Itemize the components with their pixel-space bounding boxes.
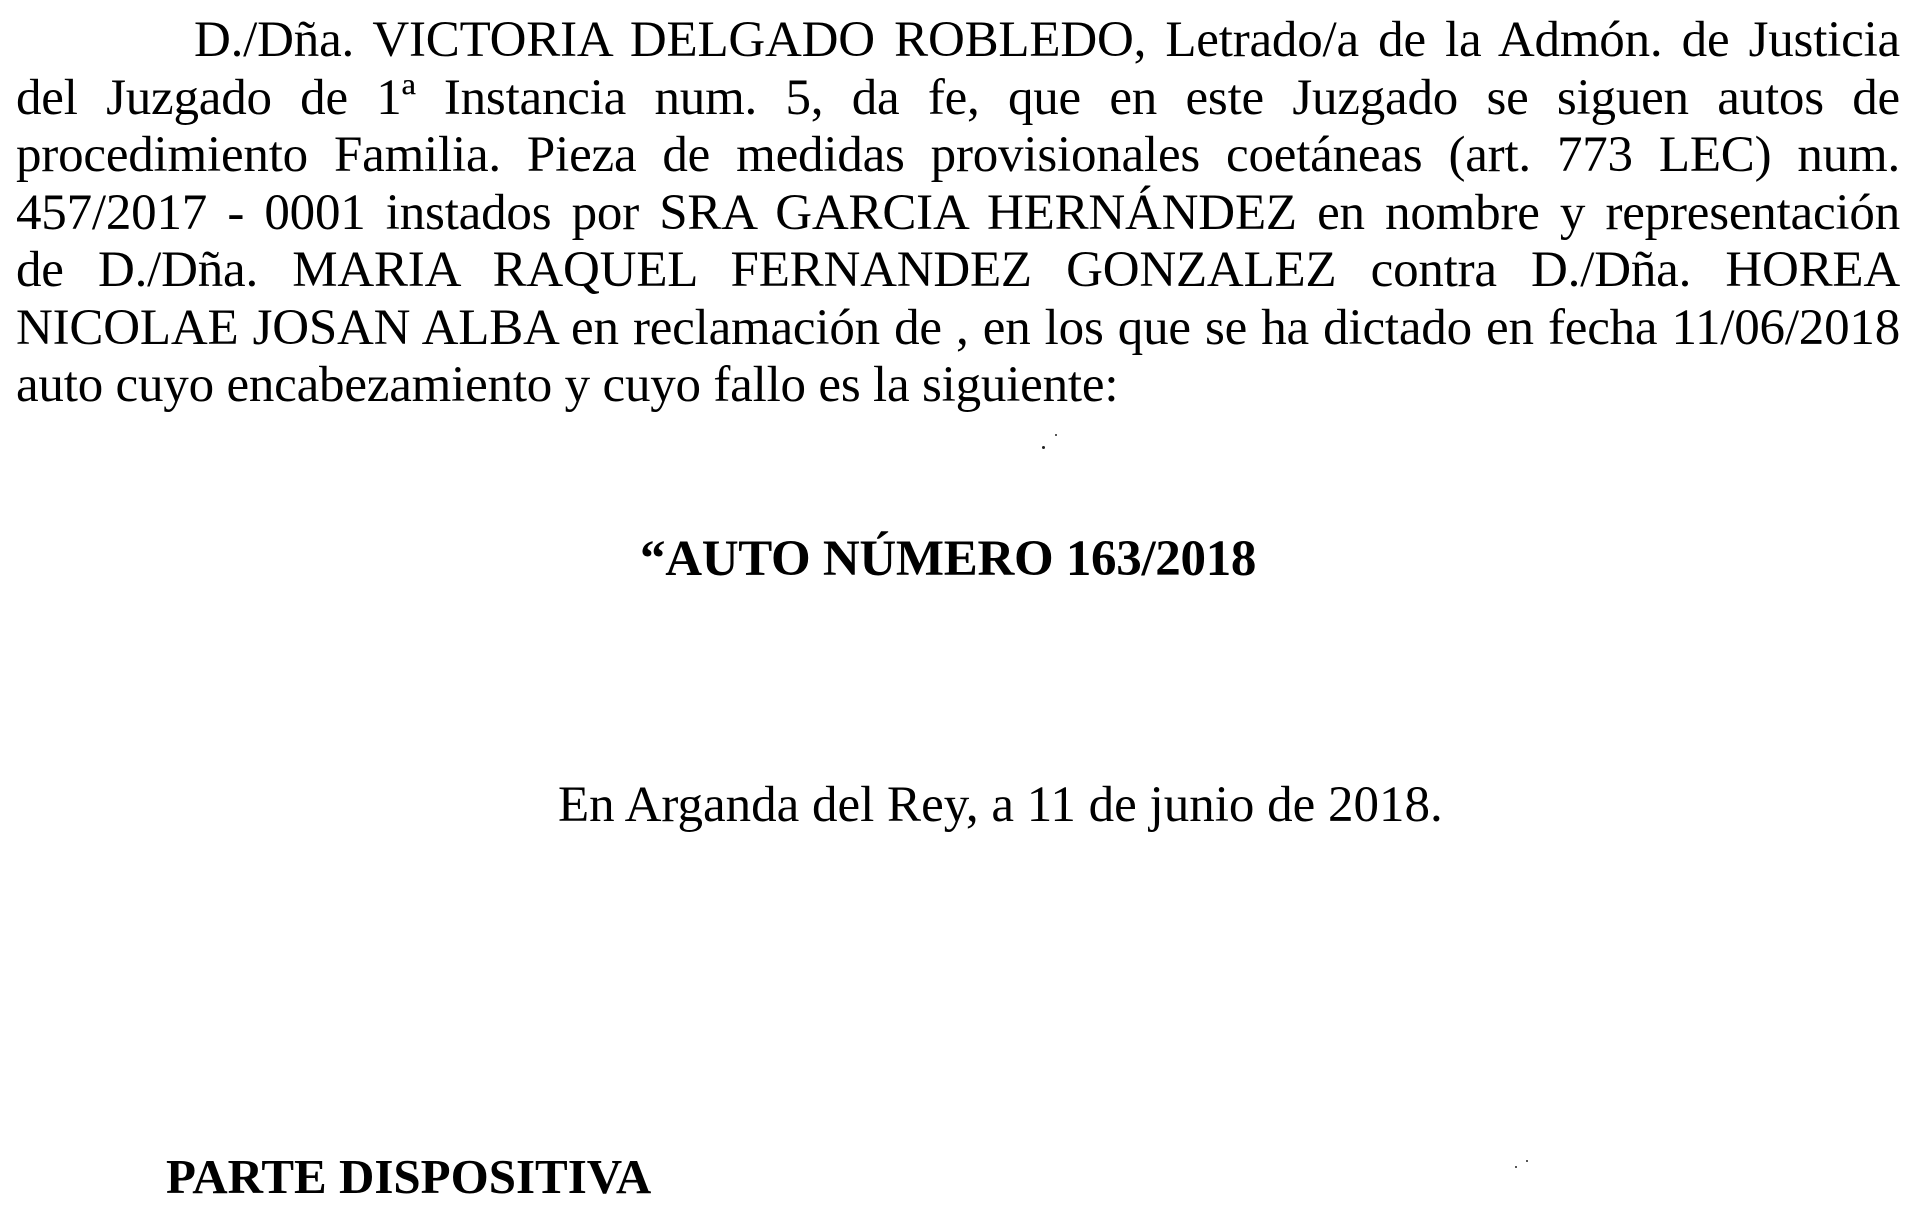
paragraph-line: procedimiento Familia. Pieza de medidas provisionales coetáneas (art. 773 LEC) num. (16, 127, 1900, 183)
paragraph-line: de D./Dña. MARIA RAQUEL FERNANDEZ GONZALEZ contra D./Dña. HOREA (16, 242, 1900, 298)
scan-speck (1515, 1166, 1517, 1168)
paragraph-line: NICOLAE JOSAN ALBA en reclamación de , en los que se ha dictado en fecha 11/06/2018 (16, 299, 1900, 356)
paragraph-line: 457/2017 - 0001 instados por SRA GARCIA HERNÁNDEZ en nombre y representación (16, 184, 1900, 241)
date-line: En Arganda del Rey, a 11 de junio de 2018. (558, 777, 1443, 833)
paragraph-line: D./Dña. VICTORIA DELGADO ROBLEDO, Letrado/a de la Admón. de Justicia (194, 12, 1900, 68)
scan-speck (1042, 446, 1045, 449)
paragraph-line: del Juzgado de 1ª Instancia num. 5, da fe, que en este Juzgado se siguen autos de (16, 69, 1900, 126)
paragraph-line: auto cuyo encabezamiento y cuyo fallo es la siguiente: (16, 357, 1119, 413)
auto-title: “AUTO NÚMERO 163/2018 (640, 531, 1257, 587)
intro-paragraph (16, 12, 1900, 415)
scan-speck (1526, 1160, 1528, 1162)
section-heading: PARTE DISPOSITIVA (166, 1149, 652, 1204)
scan-speck (1055, 434, 1057, 436)
